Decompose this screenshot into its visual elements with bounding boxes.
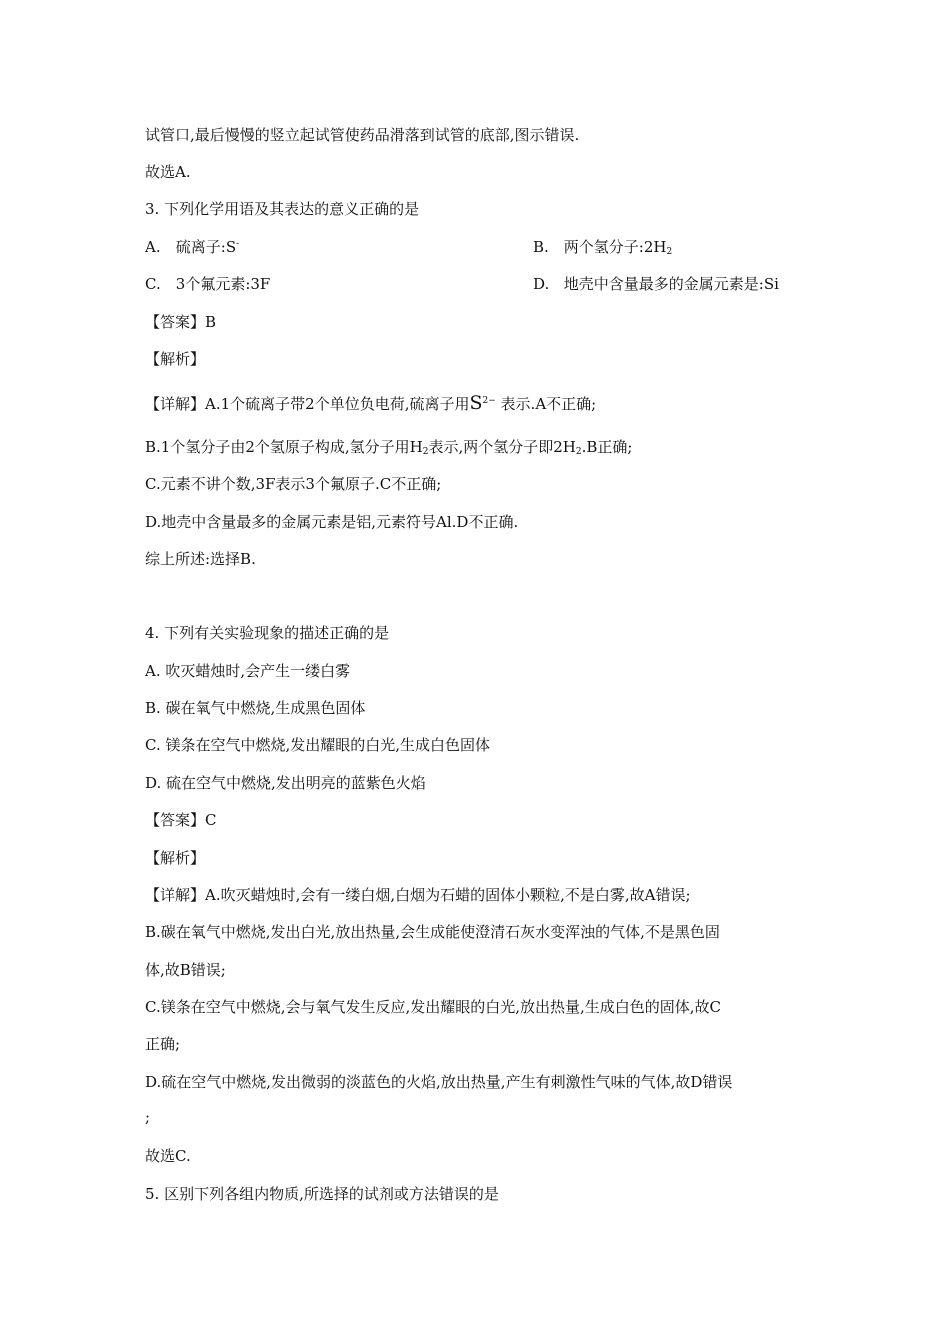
subscript: 2 <box>666 247 673 257</box>
sulfur-symbol: S <box>469 392 483 414</box>
subscript: 2 <box>422 447 429 457</box>
detail-text: 【详解】A.1个硫离子带2个单位负电荷,硫离子用 <box>145 395 470 413</box>
q3-detail-a <box>145 392 596 414</box>
q4-detail-c-1: C.镁条在空气中燃烧,会与氧气发生反应,发出耀眼的白光,放出热量,生成白色的固体,故C <box>145 998 722 1016</box>
q3-option-b <box>533 236 672 257</box>
conclusion-q2: 故选A. <box>145 163 191 181</box>
superscript: 2− <box>482 396 496 406</box>
question-3-title: 3. 下列化学用语及其表达的意义正确的是 <box>145 200 420 218</box>
option-label: B. <box>533 238 549 256</box>
q3-option-d <box>533 273 779 294</box>
question-5-title: 5. 区别下列各组内物质,所选择的试剂或方法错误的是 <box>145 1185 499 1203</box>
q4-detail-d-1: D.硫在空气中燃烧,发出微弱的淡蓝色的火焰,放出热量,产生有刺激性气味的气体,故D错误 <box>145 1073 733 1091</box>
option-label: A. <box>145 238 161 256</box>
q4-option-d: D. 硫在空气中燃烧,发出明亮的蓝紫色火焰 <box>145 774 426 792</box>
q4-detail-c-2: 正确; <box>145 1035 181 1053</box>
option-text: 硫离子:S <box>175 238 237 256</box>
q4-option-b: B. 碳在氧气中燃烧,生成黑色固体 <box>145 699 366 717</box>
q3-detail-d: D.地壳中含量最多的金属元素是铝,元素符号Al.D不正确. <box>145 513 519 531</box>
q4-answer: 【答案】C <box>145 811 217 829</box>
q3-analysis-heading: 【解析】 <box>145 350 206 368</box>
option-text: 地壳中含量最多的金属元素是:Si <box>563 275 779 293</box>
option-label: D. <box>533 275 550 293</box>
question-4-title: 4. 下列有关实验现象的描述正确的是 <box>145 624 390 642</box>
q4-detail-a: 【详解】A.吹灭蜡烛时,会有一缕白烟,白烟为石蜡的固体小颗粒,不是白雾,故A错误; <box>145 886 691 904</box>
subscript: 2 <box>575 447 582 457</box>
detail-text: 表示,两个氢分子即2H <box>428 438 576 456</box>
q3-option-a <box>145 236 239 257</box>
detail-text: 表示.A不正确; <box>495 395 597 413</box>
detail-text: .B正确; <box>581 438 633 456</box>
q3-detail-b <box>145 436 632 457</box>
superscript: - <box>236 239 240 249</box>
option-text: 3个氟元素:3F <box>175 275 271 293</box>
q4-option-a: A. 吹灭蜡烛时,会产生一缕白雾 <box>145 662 351 680</box>
option-label: C. <box>145 275 161 293</box>
option-text: 两个氢分子:2H <box>563 238 667 256</box>
q4-analysis-heading: 【解析】 <box>145 849 206 867</box>
q3-summary: 综上所述:选择B. <box>145 550 256 568</box>
q3-option-c <box>145 273 270 294</box>
q4-summary: 故选C. <box>145 1147 191 1165</box>
q4-option-c: C. 镁条在空气中燃烧,发出耀眼的白光,生成白色固体 <box>145 736 491 754</box>
q4-detail-b-2: 体,故B错误; <box>145 961 226 979</box>
q3-detail-c: C.元素不讲个数,3F表示3个氟原子.C不正确; <box>145 475 442 493</box>
q4-detail-d-2: ; <box>145 1108 151 1126</box>
detail-text: B.1个氢分子由2个氢原子构成,氢分子用H <box>145 438 423 456</box>
paragraph-continuation: 试管口,最后慢慢的竖立起试管使药品滑落到试管的底部,图示错误. <box>145 126 580 144</box>
q4-detail-b-1: B.碳在氧气中燃烧,发出白光,放出热量,会生成能使澄清石灰水变浑浊的气体,不是黑色固 <box>145 923 720 941</box>
q3-answer: 【答案】B <box>145 313 217 331</box>
